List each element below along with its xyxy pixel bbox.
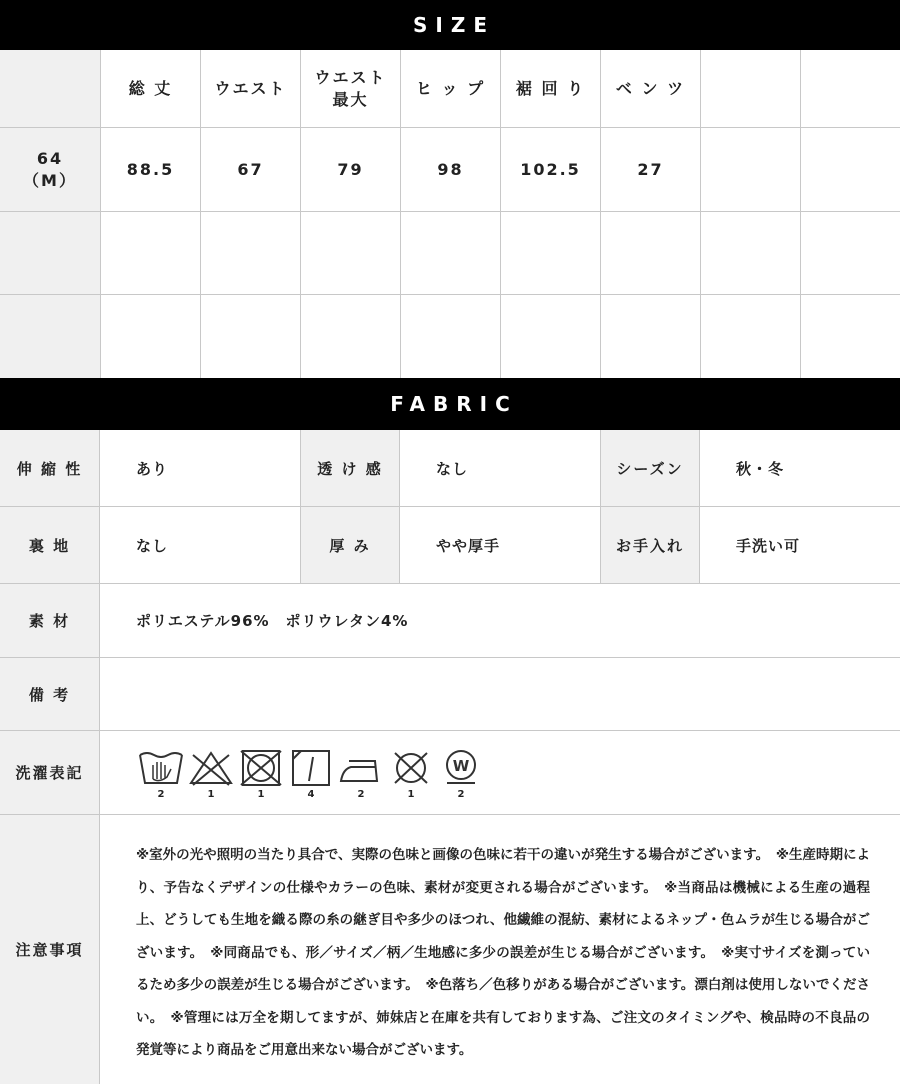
header-waist-max: ウエスト 最大 <box>314 67 387 109</box>
size-value <box>501 212 601 295</box>
size-value <box>601 212 701 295</box>
size-row-label <box>0 128 101 212</box>
size-value <box>801 212 900 295</box>
size-header-corner <box>0 50 101 128</box>
remarks-value <box>100 658 900 730</box>
size-header-cell <box>801 50 900 128</box>
header-waist: ウエスト <box>214 78 287 98</box>
care-item <box>386 749 436 800</box>
remarks-label: 備 考 <box>0 658 100 730</box>
size-header-cell <box>401 50 501 128</box>
size-value <box>201 295 301 378</box>
size-value <box>501 295 601 378</box>
size-row-label <box>0 212 101 295</box>
size-value <box>401 295 501 378</box>
season-label: シーズン <box>600 430 700 506</box>
season-value: 秋・冬 <box>736 459 785 478</box>
size-value <box>401 212 501 295</box>
fabric-row <box>0 584 900 658</box>
size-value <box>301 295 401 378</box>
fabric-row <box>0 507 900 584</box>
sheer-value: なし <box>436 459 469 478</box>
lining-label: 裏 地 <box>0 507 100 583</box>
care-label: お手入れ <box>600 507 700 583</box>
stretch-label: 伸 縮 性 <box>0 430 100 506</box>
size-row <box>0 295 900 378</box>
header-vent: ベ ン ツ <box>615 78 686 98</box>
size-row <box>0 128 900 212</box>
size-header-cell <box>601 50 701 128</box>
sheer-label: 透 け 感 <box>300 430 400 506</box>
care-value: 手洗い可 <box>736 536 801 555</box>
thickness-label: 厚 み <box>300 507 400 583</box>
fabric-row <box>0 430 900 507</box>
care-item <box>336 749 386 800</box>
line-dry-shade-icon <box>287 749 335 787</box>
size-row <box>0 212 900 295</box>
no-tumble-dry-icon <box>237 749 285 787</box>
header-hem: 裾 回 り <box>515 78 586 98</box>
header-hip: ヒ ッ プ <box>415 78 486 98</box>
material-label: 素 材 <box>0 584 100 657</box>
care-num: 1 <box>407 789 415 800</box>
iron-low-icon <box>337 749 385 787</box>
size-title: SIZE <box>412 13 495 37</box>
size-header-cell <box>701 50 801 128</box>
care-num: 1 <box>207 789 215 800</box>
size-banner <box>0 0 900 50</box>
care-item <box>186 749 236 800</box>
size-value <box>601 295 701 378</box>
size-table <box>0 50 900 378</box>
size-value <box>101 212 201 295</box>
thickness-value: やや厚手 <box>436 536 501 555</box>
wet-clean-icon <box>437 749 485 787</box>
hand-wash-icon <box>137 749 185 787</box>
fabric-row <box>0 731 900 815</box>
size-header-cell <box>101 50 201 128</box>
notes-label: 注意事項 <box>0 815 100 1084</box>
size-value <box>101 295 201 378</box>
size-value: 98 <box>401 128 501 212</box>
size-value <box>801 128 900 212</box>
size-value <box>701 295 801 378</box>
size-label-m: 64 （M） <box>23 148 77 190</box>
care-num: 4 <box>307 789 315 800</box>
fabric-table <box>0 430 900 1084</box>
size-value: 102.5 <box>501 128 601 212</box>
fabric-row <box>0 815 900 1084</box>
care-num: 2 <box>357 789 365 800</box>
size-value <box>701 212 801 295</box>
lining-value: なし <box>136 536 169 555</box>
fabric-banner <box>0 378 900 430</box>
fabric-title: FABRIC <box>390 392 518 416</box>
care-num: 2 <box>157 789 165 800</box>
care-num: 1 <box>257 789 265 800</box>
wash-label: 洗濯表記 <box>0 731 100 814</box>
stretch-value: あり <box>136 459 169 478</box>
size-value: 27 <box>601 128 701 212</box>
material-value: ポリエステル96% ポリウレタン4% <box>136 612 409 630</box>
size-value <box>301 212 401 295</box>
no-dry-clean-icon <box>387 749 435 787</box>
care-item <box>286 749 336 800</box>
care-item <box>436 749 486 800</box>
size-value: 67 <box>201 128 301 212</box>
header-length: 総 丈 <box>128 78 173 98</box>
size-header-cell <box>201 50 301 128</box>
size-value: 79 <box>301 128 401 212</box>
size-row-label <box>0 295 101 378</box>
size-header-cell <box>501 50 601 128</box>
size-value <box>701 128 801 212</box>
no-bleach-icon <box>187 749 235 787</box>
care-symbols <box>100 731 900 814</box>
size-value <box>801 295 900 378</box>
care-num: 2 <box>457 789 465 800</box>
svg-text:W: W <box>452 757 470 775</box>
size-value: 88.5 <box>101 128 201 212</box>
notes-text: ※室外の光や照明の当たり具合で、実際の色味と画像の色味に若干の違いが発生する場合がございます。 ※生産時期により、予告なくデザインの仕様やカラーの色味、素材が変更される場合がございます。 ※当商品は機械による生産の過程上、どうしても生地を織る際の糸の継ぎ目や多少のほつれ、他繊維の混紡、素材によるネップ・色ムラが生じる場合がございます。 ※同商品でも、形／サイズ／柄／生地感に多少の誤差が生じる場合がございます。 ※実寸サイズを測っているため多少の誤差が生じる場合がございます。 ※色落ち／色移りがある場合がございます。漂白剤は使用しないでください。 ※管理には万全を期してますが、姉妹店と在庫を共有しております為、ご注文のタイミングや、検品時の不良品の発覚等により商品をご用意出来ない場合がございます。 <box>136 847 870 1058</box>
fabric-row <box>0 658 900 731</box>
size-header-cell <box>301 50 401 128</box>
size-header-row <box>0 50 900 128</box>
care-item <box>136 749 186 800</box>
size-value <box>201 212 301 295</box>
care-item <box>236 749 286 800</box>
